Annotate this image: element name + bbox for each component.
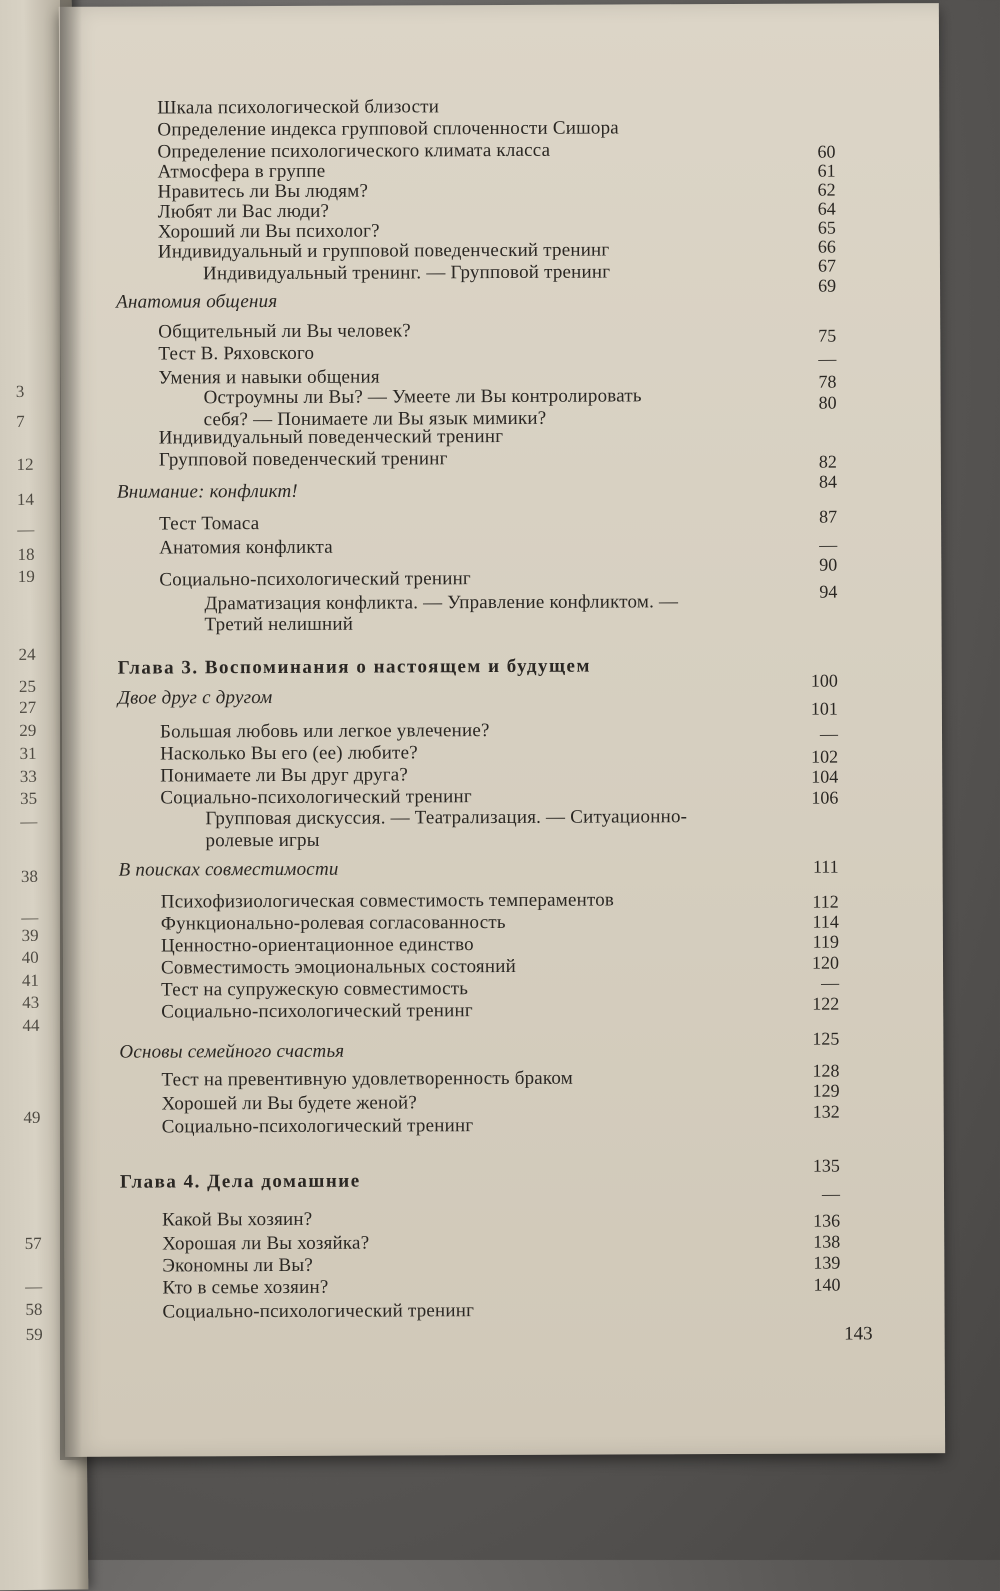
- left-margin-number: 58: [25, 1299, 43, 1319]
- toc-entry: Социально-психологический тренинг: [160, 786, 472, 809]
- toc-page-number: 111: [812, 856, 839, 877]
- toc-entry: Глава 3. Воспоминания о настоящем и будущем: [117, 655, 591, 679]
- right-page: [59, 3, 945, 1457]
- left-margin-number: 59: [25, 1324, 43, 1344]
- toc-entry: Групповой поведенческий тренинг: [158, 448, 448, 471]
- left-margin-number: 38: [20, 866, 39, 886]
- toc-entry: Насколько Вы его (ее) любите?: [160, 742, 418, 765]
- toc-page-number: 119: [812, 931, 839, 952]
- toc-entry: Анатомия конфликта: [159, 536, 333, 559]
- left-margin-number: —: [25, 1276, 43, 1296]
- left-margin-number: 43: [22, 992, 40, 1012]
- toc-page-number: 128: [812, 1060, 840, 1081]
- toc-page-number: —: [818, 348, 837, 369]
- toc-entry: Остроумны ли Вы? — Умеете ли Вы контролировать: [203, 385, 642, 409]
- left-margin-number: 3: [15, 381, 25, 402]
- left-margin-number: 44: [22, 1015, 40, 1035]
- toc-entry: Определение психологического климата класса: [157, 139, 551, 163]
- toc-entry: Совместимость эмоциональных состояний: [160, 955, 516, 979]
- toc-page-number: 65: [817, 217, 836, 238]
- toc-entry: Большая любовь или легкое увлечение?: [159, 720, 490, 743]
- toc-page-number: 90: [819, 554, 838, 575]
- toc-page-number: 136: [813, 1210, 841, 1231]
- toc-entry: Тест на супружескую совместимость: [161, 978, 469, 1001]
- toc-entry: Ценностно-ориентационное единство: [160, 934, 474, 957]
- toc-page-number: —: [819, 723, 839, 744]
- toc-entry: Какой Вы хозяин?: [162, 1208, 313, 1231]
- toc-entry: Нравитесь ли Вы людям?: [157, 180, 369, 203]
- toc-entry: Понимаете ли Вы друг друга?: [160, 764, 409, 787]
- toc-entry: Экономны ли Вы?: [162, 1254, 313, 1277]
- toc-entry: Социально-психологический тренинг: [161, 1115, 474, 1138]
- toc-page-number: 80: [818, 392, 837, 413]
- toc-page-number: 64: [817, 198, 836, 219]
- toc-page-number: 94: [819, 581, 838, 602]
- toc-page-number: 135: [812, 1155, 840, 1176]
- toc-entry: Групповая дискуссия. — Театрализация. — Ситуационно-: [205, 806, 688, 830]
- toc-entry: Хорошей ли Вы будете женой?: [161, 1092, 418, 1115]
- toc-entry: Тест В. Ряховского: [158, 342, 315, 365]
- left-margin-number: —: [17, 519, 35, 540]
- toc-entry: Функционально-ролевая согласованность: [160, 911, 506, 935]
- toc-entry: Социально-психологический тренинг: [161, 1000, 473, 1023]
- toc-section-heading: В поисках совместимости: [118, 858, 339, 881]
- toc-page-number: 84: [818, 471, 837, 492]
- toc-page-number: 129: [812, 1080, 840, 1101]
- toc-page-number: 112: [812, 891, 839, 912]
- left-margin-number: 31: [19, 743, 37, 764]
- toc-page-number: 138: [813, 1231, 841, 1252]
- left-margin-number: 33: [19, 766, 37, 787]
- toc-entry: Кто в семье хозяин?: [162, 1276, 329, 1299]
- left-margin-number: 18: [17, 544, 35, 565]
- toc-page-number: 101: [810, 698, 838, 719]
- toc-entry: Психофизиологическая совместимость темпераментов: [160, 889, 615, 913]
- toc-page-number: 122: [812, 993, 840, 1014]
- left-margin-number: 7: [16, 411, 25, 432]
- toc-entry: Тест Томаса: [159, 513, 260, 535]
- toc-page-number: 87: [819, 506, 838, 527]
- left-margin-number: 49: [23, 1107, 41, 1127]
- left-margin-number: 39: [21, 925, 39, 945]
- toc-page-number: —: [819, 534, 838, 555]
- toc-page-number: 104: [811, 766, 839, 787]
- toc-page-number: 120: [811, 952, 840, 973]
- toc-entry: Социально-психологический тренинг: [159, 568, 471, 591]
- left-margin-number: 40: [21, 947, 39, 967]
- left-margin-number: 57: [24, 1233, 42, 1253]
- toc-page-number: —: [821, 1183, 841, 1204]
- toc-page-number: 140: [813, 1274, 841, 1295]
- toc-entry: себя? — Понимаете ли Вы язык мимики?: [203, 407, 547, 431]
- toc-section-heading: Основы семейного счастья: [119, 1040, 345, 1063]
- toc-page-number: 75: [818, 325, 837, 346]
- left-margin-number: 41: [21, 970, 40, 990]
- toc-entry: Драматизация конфликта. — Управление конфликтом. —: [204, 591, 679, 615]
- toc-entry: Третий нелишний: [204, 613, 354, 636]
- toc-entry: Атмосфера в группе: [157, 160, 326, 183]
- toc-entry: ролевые игры: [205, 829, 320, 852]
- left-margin-number: —: [20, 811, 38, 831]
- toc-section-heading: Анатомия общения: [116, 290, 278, 313]
- toc-page-number: 69: [818, 275, 837, 296]
- left-margin-number: 27: [19, 697, 37, 718]
- left-margin-number: —: [21, 907, 39, 927]
- toc-page-number: 100: [810, 670, 838, 691]
- toc-page-number: 60: [817, 141, 836, 162]
- toc-entry: Социально-психологический тренинг: [162, 1300, 475, 1323]
- toc-page-number: 102: [811, 746, 839, 767]
- toc-page-number: 114: [812, 911, 839, 932]
- toc-page-number: 78: [818, 371, 837, 392]
- toc-entry: Индивидуальный тренинг. — Групповой тренинг: [202, 261, 611, 285]
- toc-entry: Индивидуальный и групповой поведенческий тренинг: [157, 239, 610, 263]
- toc-entry: Хороший ли Вы психолог?: [157, 220, 380, 243]
- toc-page-number: 66: [817, 236, 836, 257]
- toc-page-number: 82: [818, 451, 837, 472]
- toc-entry: Индивидуальный поведенческий тренинг: [158, 425, 504, 449]
- toc-page-number: 106: [811, 787, 839, 808]
- toc-entry: Определение индекса групповой сплоченности Сишора: [157, 117, 619, 141]
- toc-entry: Умения и навыки общения: [158, 366, 380, 389]
- toc-entry: Любят ли Вас люди?: [157, 200, 330, 223]
- toc-section-heading: Двое друг с другом: [117, 687, 273, 709]
- toc-entry: Тест на превентивную удовлетворенность браком: [161, 1067, 573, 1091]
- toc-page-number: 61: [817, 160, 836, 181]
- toc-page-number: 62: [817, 179, 836, 200]
- toc-page-number: 132: [812, 1101, 840, 1122]
- left-margin-number: 29: [19, 720, 37, 741]
- toc-entry: Общительный ли Вы человек?: [158, 320, 411, 343]
- left-margin-number: 24: [18, 644, 36, 665]
- toc-entry: Глава 4. Дела домашние: [119, 1170, 361, 1193]
- gutter-shadow: [60, 0, 82, 1460]
- toc-page-number: 125: [812, 1028, 840, 1049]
- left-margin-number: 14: [16, 489, 35, 510]
- page-number: 143: [844, 1323, 873, 1345]
- toc-page-number: 139: [813, 1252, 841, 1273]
- toc-entry: Хорошая ли Вы хозяйка?: [162, 1232, 370, 1255]
- left-margin-number: 12: [16, 454, 34, 475]
- left-margin-number: 25: [18, 676, 37, 697]
- toc-page-number: —: [821, 972, 840, 993]
- left-margin-number: 35: [19, 788, 38, 808]
- toc-section-heading: Внимание: конфликт!: [116, 480, 298, 503]
- toc-page-number: 67: [817, 255, 837, 276]
- toc-entry: Шкала психологической близости: [157, 96, 440, 119]
- left-margin-number: 19: [17, 566, 35, 587]
